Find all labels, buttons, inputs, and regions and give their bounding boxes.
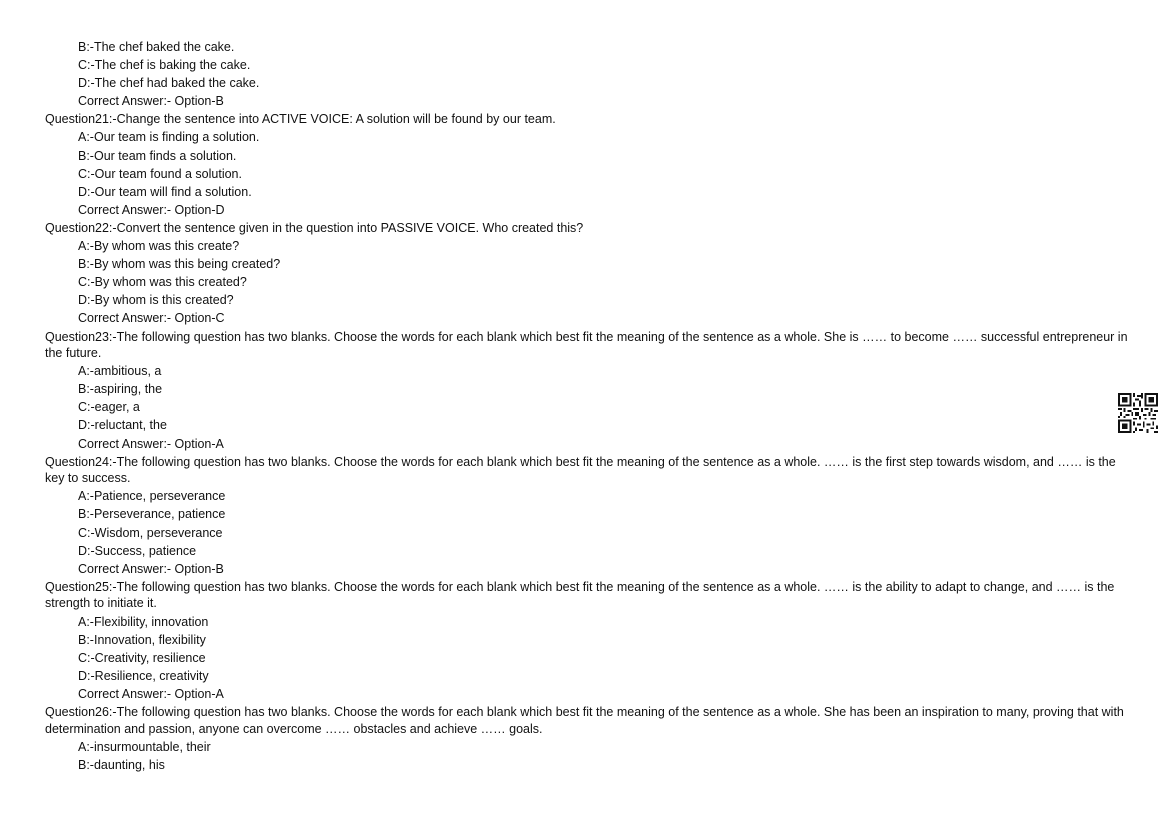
option: C:-The chef is baking the cake.	[78, 58, 251, 73]
option: B:-Innovation, flexibility	[78, 632, 206, 647]
correct-answer: Correct Answer:- Option-C	[78, 311, 225, 326]
correct-answer: Correct Answer:- Option-A	[78, 686, 224, 701]
option: B:-aspiring, the	[78, 382, 163, 397]
correct-answer: Correct Answer:- Option-A	[78, 436, 224, 451]
option: C:-Our team found a solution.	[78, 166, 242, 181]
option: B:-Perseverance, patience	[78, 507, 226, 522]
question-document	[45, 38, 1135, 774]
option: B:-Our team finds a solution.	[78, 148, 237, 163]
option: C:-By whom was this created?	[78, 275, 247, 290]
correct-answer: Correct Answer:- Option-B	[78, 94, 224, 109]
option: D:-Resilience, creativity	[78, 668, 209, 683]
option: A:-Flexibility, innovation	[78, 614, 209, 629]
option: C:-Creativity, resilience	[78, 650, 206, 665]
option: D:-By whom is this created?	[78, 293, 234, 308]
qr-code-icon	[1118, 393, 1158, 433]
question-text: Question22:-Convert the sentence given in the question into PASSIVE VOICE. Who created this?	[45, 220, 584, 235]
question-text: Question25:-The following question has two blanks. Choose the words for each blank which best fit the meaning of the sentence as a whole. …… is the ability to adapt to change, and …… is the strength to initiate it.	[45, 579, 1115, 611]
option: A:-Patience, perseverance	[78, 489, 226, 504]
option: D:-Our team will find a solution.	[78, 184, 252, 199]
question-text: Question23:-The following question has two blanks. Choose the words for each blank which best fit the meaning of the sentence as a whole. She is …… to become …… successful entrepreneur in the future.	[45, 329, 1128, 361]
question-text: Question26:-The following question has two blanks. Choose the words for each blank which best fit the meaning of the sentence as a whole. She has been an inspiration to many, proving that with determination and passion, anyone can overcome …… obstacles and achieve …… goals.	[45, 704, 1124, 736]
question-text: Question24:-The following question has two blanks. Choose the words for each blank which best fit the meaning of the sentence as a whole. …… is the first step towards wisdom, and …… is the key to success.	[45, 454, 1116, 486]
option: C:-eager, a	[78, 400, 140, 415]
option: B:-daunting, his	[78, 757, 165, 772]
option: B:-By whom was this being created?	[78, 257, 281, 272]
option: C:-Wisdom, perseverance	[78, 525, 223, 540]
option: D:-Success, patience	[78, 543, 197, 558]
correct-answer: Correct Answer:- Option-B	[78, 561, 224, 576]
option: A:-ambitious, a	[78, 364, 162, 379]
question-text: Question21:-Change the sentence into ACTIVE VOICE: A solution will be found by our team.	[45, 112, 556, 127]
option: B:-The chef baked the cake.	[78, 40, 235, 54]
option: D:-The chef had baked the cake.	[78, 76, 260, 91]
correct-answer: Correct Answer:- Option-D	[78, 202, 225, 217]
option: D:-reluctant, the	[78, 418, 167, 433]
option: A:-By whom was this create?	[78, 239, 240, 254]
option: A:-insurmountable, their	[78, 739, 211, 754]
option: A:-Our team is finding a solution.	[78, 130, 260, 145]
